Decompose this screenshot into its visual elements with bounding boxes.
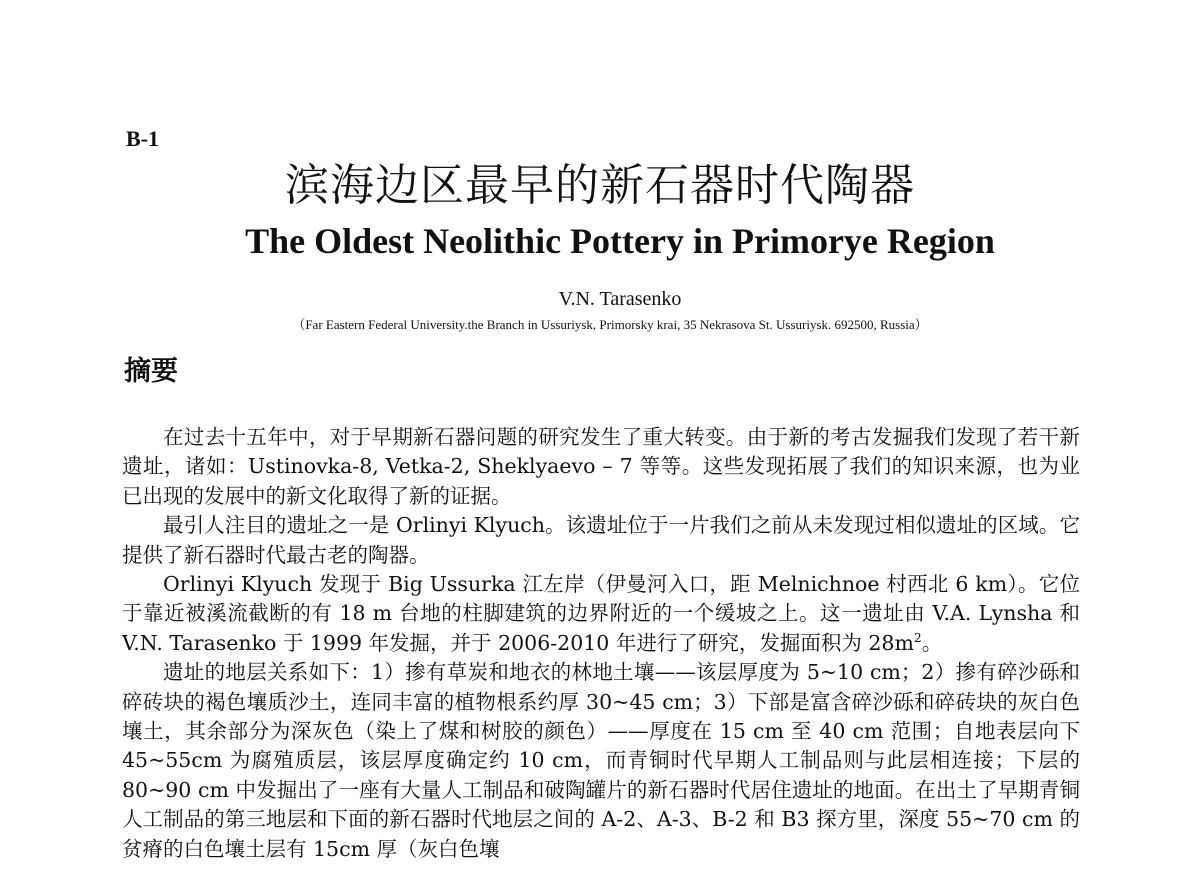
- abstract-heading: 摘要: [124, 356, 178, 387]
- paragraph-3-text: Orlinyi Klyuch 发现于 Big Ussurka 江左岸（伊曼河入口，距 Melnichnoe 村西北 6 km）。它位于靠近被溪流截断的有 18 m 台地的柱脚建筑的边界附近的一个缓坡之上。这一遗址由 V.A. Lynsha 和 V.N. Tarasenko 于 1999 年发掘，并于 2006-2010 年进行了研究，发掘面积为 28m: [122, 572, 1080, 655]
- abstract-paragraph-2: 最引人注目的遗址之一是 Orlinyi Klyuch。该遗址位于一片我们之前从未发现过相似遗址的区域。它提供了新石器时代最古老的陶器。: [122, 513, 1080, 567]
- paper-label: B-1: [126, 126, 159, 151]
- abstract-paragraph-3: [122, 570, 1080, 658]
- title-english: The Oldest Neolithic Pottery in Primorye Region: [245, 221, 995, 261]
- title-chinese: 滨海边区最早的新石器时代陶器: [285, 160, 915, 211]
- abstract-paragraph-4: 遗址的地层关系如下：1）掺有草炭和地衣的林地土壤——该层厚度为 5~10 cm；2）掺有碎沙砾和碎砖块的褐色壤质沙土，连同丰富的植物根系约厚 30~45 cm；3）下部是富含碎沙砾和碎砖块的灰白色壤土，其余部分为深灰色（染上了煤和树胶的颜色）——厚度在 15 cm 至 40 cm 范围；自地表层向下 45~55cm 为腐殖质层，该层厚度确定约 10 cm，而青铜时代早期人工制品则与此层相连接；下层的 80~90 cm 中发掘出了一座有大量人工制品和破陶罐片的新石器时代居住遗址的地面。在出土了早期青铜人工制品的第三地层和下面的新石器时代地层之间的 A-2、A-3、B-2 和 B3 探方里，深度 55~70 cm 的贫瘠的白色壤土层有 15cm 厚（灰白色壤: [122, 660, 1080, 861]
- abstract-body: [122, 423, 1080, 864]
- abstract-paragraph-1: 在过去十五年中，对于早期新石器问题的研究发生了重大转变。由于新的考古发掘我们发现了若干新遗址，诸如：Ustinovka-8, Vetka-2, Sheklyaevo – 7 等等。这些发现拓展了我们的知识来源，也为业已出现的发展中的新文化取得了新的证据。: [122, 425, 1080, 508]
- paragraph-3-tail: 。: [921, 630, 943, 655]
- author-affiliation: （Far Eastern Federal University.the Branch in Ussuriysk, Primorsky krai, 35 Nekrasova St. Ussuriysk. 692500, Russia）: [292, 317, 928, 332]
- area-superscript: 2: [913, 631, 922, 646]
- author-name: V.N. Tarasenko: [558, 288, 682, 310]
